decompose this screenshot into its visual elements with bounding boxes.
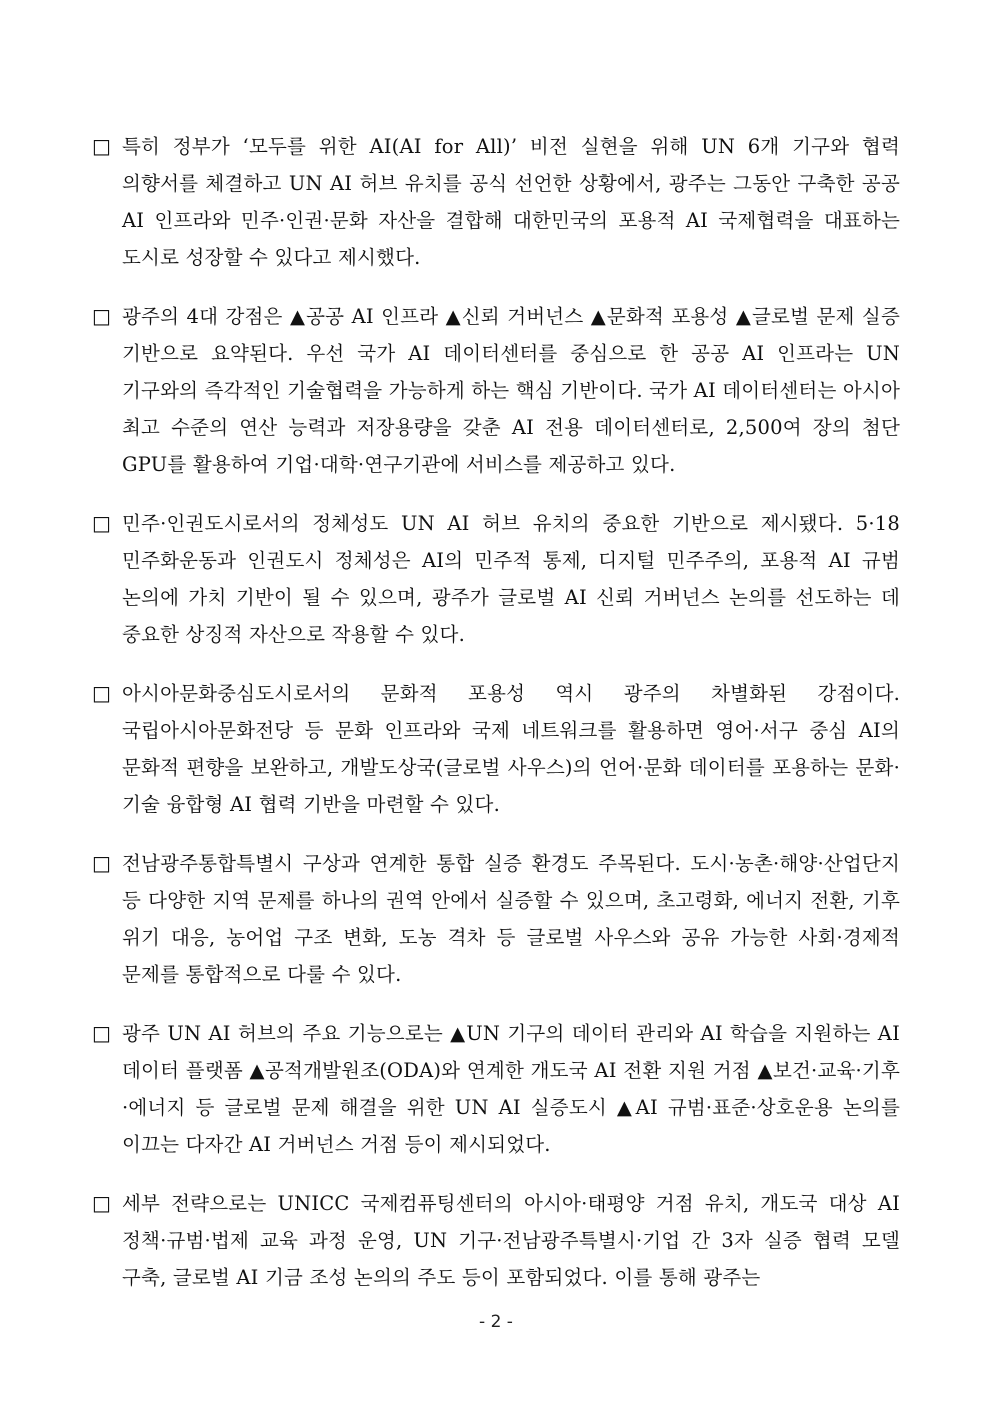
paragraph-text: 특히 정부가 ‘모두를 위한 AI(AI for All)’ 비전 실현을 위해 UN 6개 기구와 협력 의향서를 체결하고 UN AI 허브 유치를 공식 선언한 상황에서, 광주는 그동안 구축한 공공 AI 인프라와 민주·인권·문화 자산을 결합해 대한민국의 포용적 AI 국제협력을 대표하는 도시로 성장할 수 있다고 제시했다. — [122, 135, 900, 269]
checkbox-bullet-icon: □ — [92, 851, 111, 875]
checkbox-bullet-icon: □ — [92, 134, 111, 158]
paragraph — [92, 128, 900, 276]
page-number: - 2 - — [479, 1312, 513, 1332]
checkbox-bullet-icon: □ — [92, 1021, 111, 1045]
paragraph-text: 민주·인권도시로서의 정체성도 UN AI 허브 유치의 중요한 기반으로 제시됐다. 5·18 민주화운동과 인권도시 정체성은 AI의 민주적 통제, 디지털 민주주의, 포용적 AI 규범 논의에 가치 기반이 될 수 있으며, 광주가 글로벌 AI 신뢰 거버넌스 논의를 선도하는 데 중요한 상징적 자산으로 작용할 수 있다. — [122, 512, 900, 646]
checkbox-bullet-icon: □ — [92, 304, 111, 328]
checkbox-bullet-icon: □ — [92, 681, 111, 705]
paragraph-text: 광주의 4대 강점은 ▲공공 AI 인프라 ▲신뢰 거버넌스 ▲문화적 포용성 ▲글로벌 문제 실증 기반으로 요약된다. 우선 국가 AI 데이터센터를 중심으로 한 공공 AI 인프라는 UN 기구와의 즉각적인 기술협력을 가능하게 하는 핵심 기반이다. 국가 AI 데이터센터는 아시아 최고 수준의 연산 능력과 저장용량을 갖춘 AI 전용 데이터센터로, 2,500여 장의 첨단 GPU를 활용하여 기업·대학·연구기관에 서비스를 제공하고 있다. — [122, 305, 900, 476]
paragraph — [92, 298, 900, 483]
paragraph — [92, 505, 900, 653]
paragraph — [92, 1185, 900, 1296]
checkbox-bullet-icon: □ — [92, 1191, 111, 1215]
document-body — [92, 128, 900, 1318]
paragraph — [92, 845, 900, 993]
paragraph — [92, 1015, 900, 1163]
paragraph — [92, 675, 900, 823]
paragraph-text: 세부 전략으로는 UNICC 국제컴퓨팅센터의 아시아·태평양 거점 유치, 개도국 대상 AI 정책·규범·법제 교육 과정 운영, UN 기구·전남광주특별시·기업 간 3자 실증 협력 모델 구축, 글로벌 AI 기금 조성 논의의 주도 등이 포함되었다. 이를 통해 광주는 — [122, 1192, 900, 1289]
checkbox-bullet-icon: □ — [92, 511, 111, 535]
paragraph-text: 전남광주통합특별시 구상과 연계한 통합 실증 환경도 주목된다. 도시·농촌·해양·산업단지 등 다양한 지역 문제를 하나의 권역 안에서 실증할 수 있으며, 초고령화, 에너지 전환, 기후 위기 대응, 농어업 구조 변화, 도농 격차 등 글로벌 사우스와 공유 가능한 사회·경제적 문제를 통합적으로 다룰 수 있다. — [122, 852, 900, 986]
paragraph-text: 아시아문화중심도시로서의 문화적 포용성 역시 광주의 차별화된 강점이다. 국립아시아문화전당 등 문화 인프라와 국제 네트워크를 활용하면 영어·서구 중심 AI의 문화적 편향을 보완하고, 개발도상국(글로벌 사우스)의 언어·문화 데이터를 포용하는 문화·기술 융합형 AI 협력 기반을 마련할 수 있다. — [122, 682, 900, 816]
paragraph-text: 광주 UN AI 허브의 주요 기능으로는 ▲UN 기구의 데이터 관리와 AI 학습을 지원하는 AI 데이터 플랫폼 ▲공적개발원조(ODA)와 연계한 개도국 AI 전환 지원 거점 ▲보건·교육·기후·에너지 등 글로벌 문제 해결을 위한 UN AI 실증도시 ▲AI 규범·표준·상호운용 논의를 이끄는 다자간 AI 거버넌스 거점 등이 제시되었다. — [122, 1022, 900, 1156]
